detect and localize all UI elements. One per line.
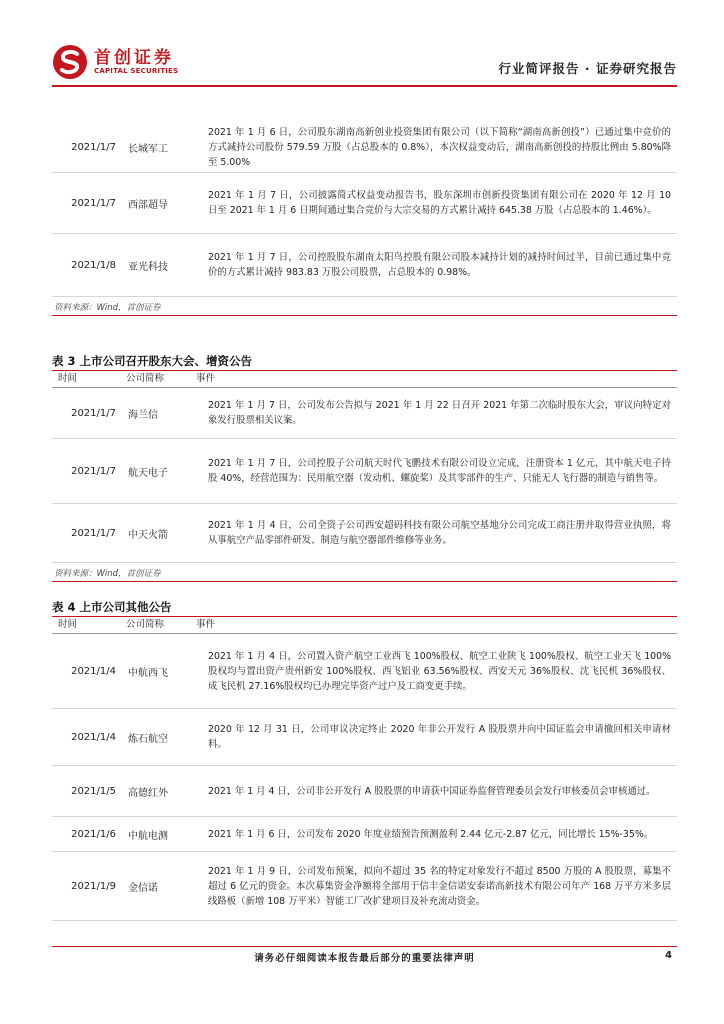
row-event: 2021 年 1 月 7 日，公司发布公告拟与 2021 年 1 月 22 日召开 2021 年第二次临时股东大会，审议向特定对象发行股票相关议案。 <box>208 400 671 426</box>
logo-icon <box>52 44 88 80</box>
row-event: 2021 年 1 月 4 日，公司非公开发行 A 股股票的申请获中国证券监督管理委员会发行审核委员会审核通过。 <box>208 785 656 797</box>
table-row <box>52 766 677 817</box>
table-row <box>52 439 677 504</box>
table-row <box>52 852 677 921</box>
footer-divider <box>52 946 677 947</box>
table-row <box>52 817 677 852</box>
company-logo <box>52 44 178 80</box>
row-company: 中航西飞 <box>128 667 168 679</box>
row-date: 2021/1/4 <box>71 665 116 677</box>
logo-en-text: CAPITAL SECURITIES <box>94 66 179 75</box>
header-event: 事件 <box>196 619 216 630</box>
header-company: 公司简称 <box>126 373 165 384</box>
row-date: 2021/1/7 <box>71 527 116 539</box>
row-company: 金信诺 <box>128 882 158 894</box>
table-4 <box>52 598 677 921</box>
header-event: 事件 <box>196 373 216 384</box>
table-title: 表 4 上市公司其他公告 <box>52 600 172 614</box>
report-type-title: 行业简评报告 · 证券研究报告 <box>498 61 677 76</box>
row-date: 2021/1/7 <box>71 465 116 477</box>
row-company: 中天火箭 <box>128 529 168 541</box>
header-divider <box>52 85 677 87</box>
table-row <box>52 634 677 709</box>
table-header <box>52 370 677 388</box>
row-event: 2021 年 1 月 6 日，公司股东湖南高新创业投资集团有限公司（以下简称“湖南高新创投”）已通过集中竞价的方式减持公司股份 579.59 万股（占总股本的 0.8%），本次权益变动后，湖南高新创投的持股比例由 5.80%降至 5.00% <box>208 126 671 168</box>
row-company: 长城军工 <box>128 143 168 155</box>
table-3 <box>52 352 677 582</box>
row-company: 中航电测 <box>128 830 168 842</box>
header-company: 公司简称 <box>126 619 165 630</box>
row-company: 炼石航空 <box>128 733 168 745</box>
row-date: 2021/1/5 <box>71 785 116 797</box>
row-event: 2020 年 12 月 31 日，公司审议决定终止 2020 年非公开发行 A 股股票并向中国证监会申请撤回相关申请材料。 <box>208 724 671 750</box>
row-event: 2021 年 1 月 4 日，公司全资子公司西安超码科技有限公司航空基地分公司完成工商注册并取得营业执照，将从事航空产品零部件研发、制造与航空器部件维修等业务。 <box>208 520 671 546</box>
logo-cn-text: 首创证券 <box>94 47 174 68</box>
row-company: 西部超导 <box>128 199 168 211</box>
row-event: 2021 年 1 月 7 日，公司控股子公司航天时代飞鹏技术有限公司设立完成，注册资本 1 亿元，其中航天电子持股 40%，经营范围为：民用航空器（发动机、螺旋桨）及其零部件的生产、只能无人飞行器的制造与销售等。 <box>208 458 671 484</box>
row-date: 2021/1/9 <box>71 880 116 892</box>
page-number: 4 <box>665 950 672 961</box>
table-row <box>52 122 677 173</box>
table-row <box>52 388 677 439</box>
table-title: 表 3 上市公司召开股东大会、增资公告 <box>52 354 253 368</box>
row-event: 2021 年 1 月 7 日，公司披露简式权益变动报告书，股东深圳市创新投资集团有限公司在 2020 年 12 月 10 日至 2021 年 1 月 6 日期间通过集合竞价与大宗交易的方式累计减持 645.38 万股（占总股本的 1.46%）。 <box>208 190 671 216</box>
legal-disclaimer: 请务必仔细阅读本报告最后部分的重要法律声明 <box>254 953 475 964</box>
table-row <box>52 504 677 563</box>
row-event: 2021 年 1 月 7 日，公司控股股东湖南太阳鸟控股有限公司股本减持计划的减持时间过半，目前已通过集中竞价的方式累计减持 983.83 万股公司股票，占总股本的 0.98%。 <box>208 252 671 278</box>
row-date: 2021/1/4 <box>71 731 116 743</box>
row-company: 高德红外 <box>128 787 168 799</box>
header-time: 时间 <box>58 373 78 384</box>
row-company: 海兰信 <box>128 409 158 421</box>
row-date: 2021/1/7 <box>71 197 116 209</box>
table-row <box>52 173 677 234</box>
table-row <box>52 709 677 766</box>
page-header <box>52 44 677 84</box>
row-date: 2021/1/6 <box>71 828 116 840</box>
row-date: 2021/1/7 <box>71 141 116 153</box>
row-date: 2021/1/8 <box>71 259 116 271</box>
row-event: 2021 年 1 月 9 日，公司发布预案，拟向不超过 35 名的特定对象发行不超过 8500 万股的 A 股股票，募集不超过 6 亿元的资金。本次募集资金净额将全部用于信丰金信诺安泰诺高新技术有限公司年产 168 万平方米多层线路板（新增 108 万平米）智能工厂改扩建项目及补充流动资金。 <box>208 865 671 907</box>
table-row <box>52 234 677 297</box>
header-time: 时间 <box>58 619 78 630</box>
row-event: 2021 年 1 月 6 日，公司发布 2020 年度业绩预告预测盈利 2.44 亿元-2.87 亿元，同比增长 15%-35%。 <box>208 828 654 840</box>
row-company: 亚光科技 <box>128 261 168 273</box>
row-company: 航天电子 <box>128 467 168 479</box>
row-event: 2021 年 1 月 4 日，公司置入资产航空工业西飞 100%股权、航空工业陕飞 100%股权、航空工业天飞 100%股权均与置出资产贵州新安 100%股权、西飞铝业 63.56%股权、西安天元 36%股权、沈飞民机 36%股权、成飞民机 27.16%股权均已办理完毕资产过户及工商变更手续。 <box>208 650 671 692</box>
continued-table <box>52 122 677 316</box>
source-note: 资料来源：Wind，首创证券 <box>52 297 677 316</box>
source-note: 资料来源：Wind，首创证券 <box>52 563 677 582</box>
row-date: 2021/1/7 <box>71 407 116 419</box>
table-header <box>52 616 677 634</box>
